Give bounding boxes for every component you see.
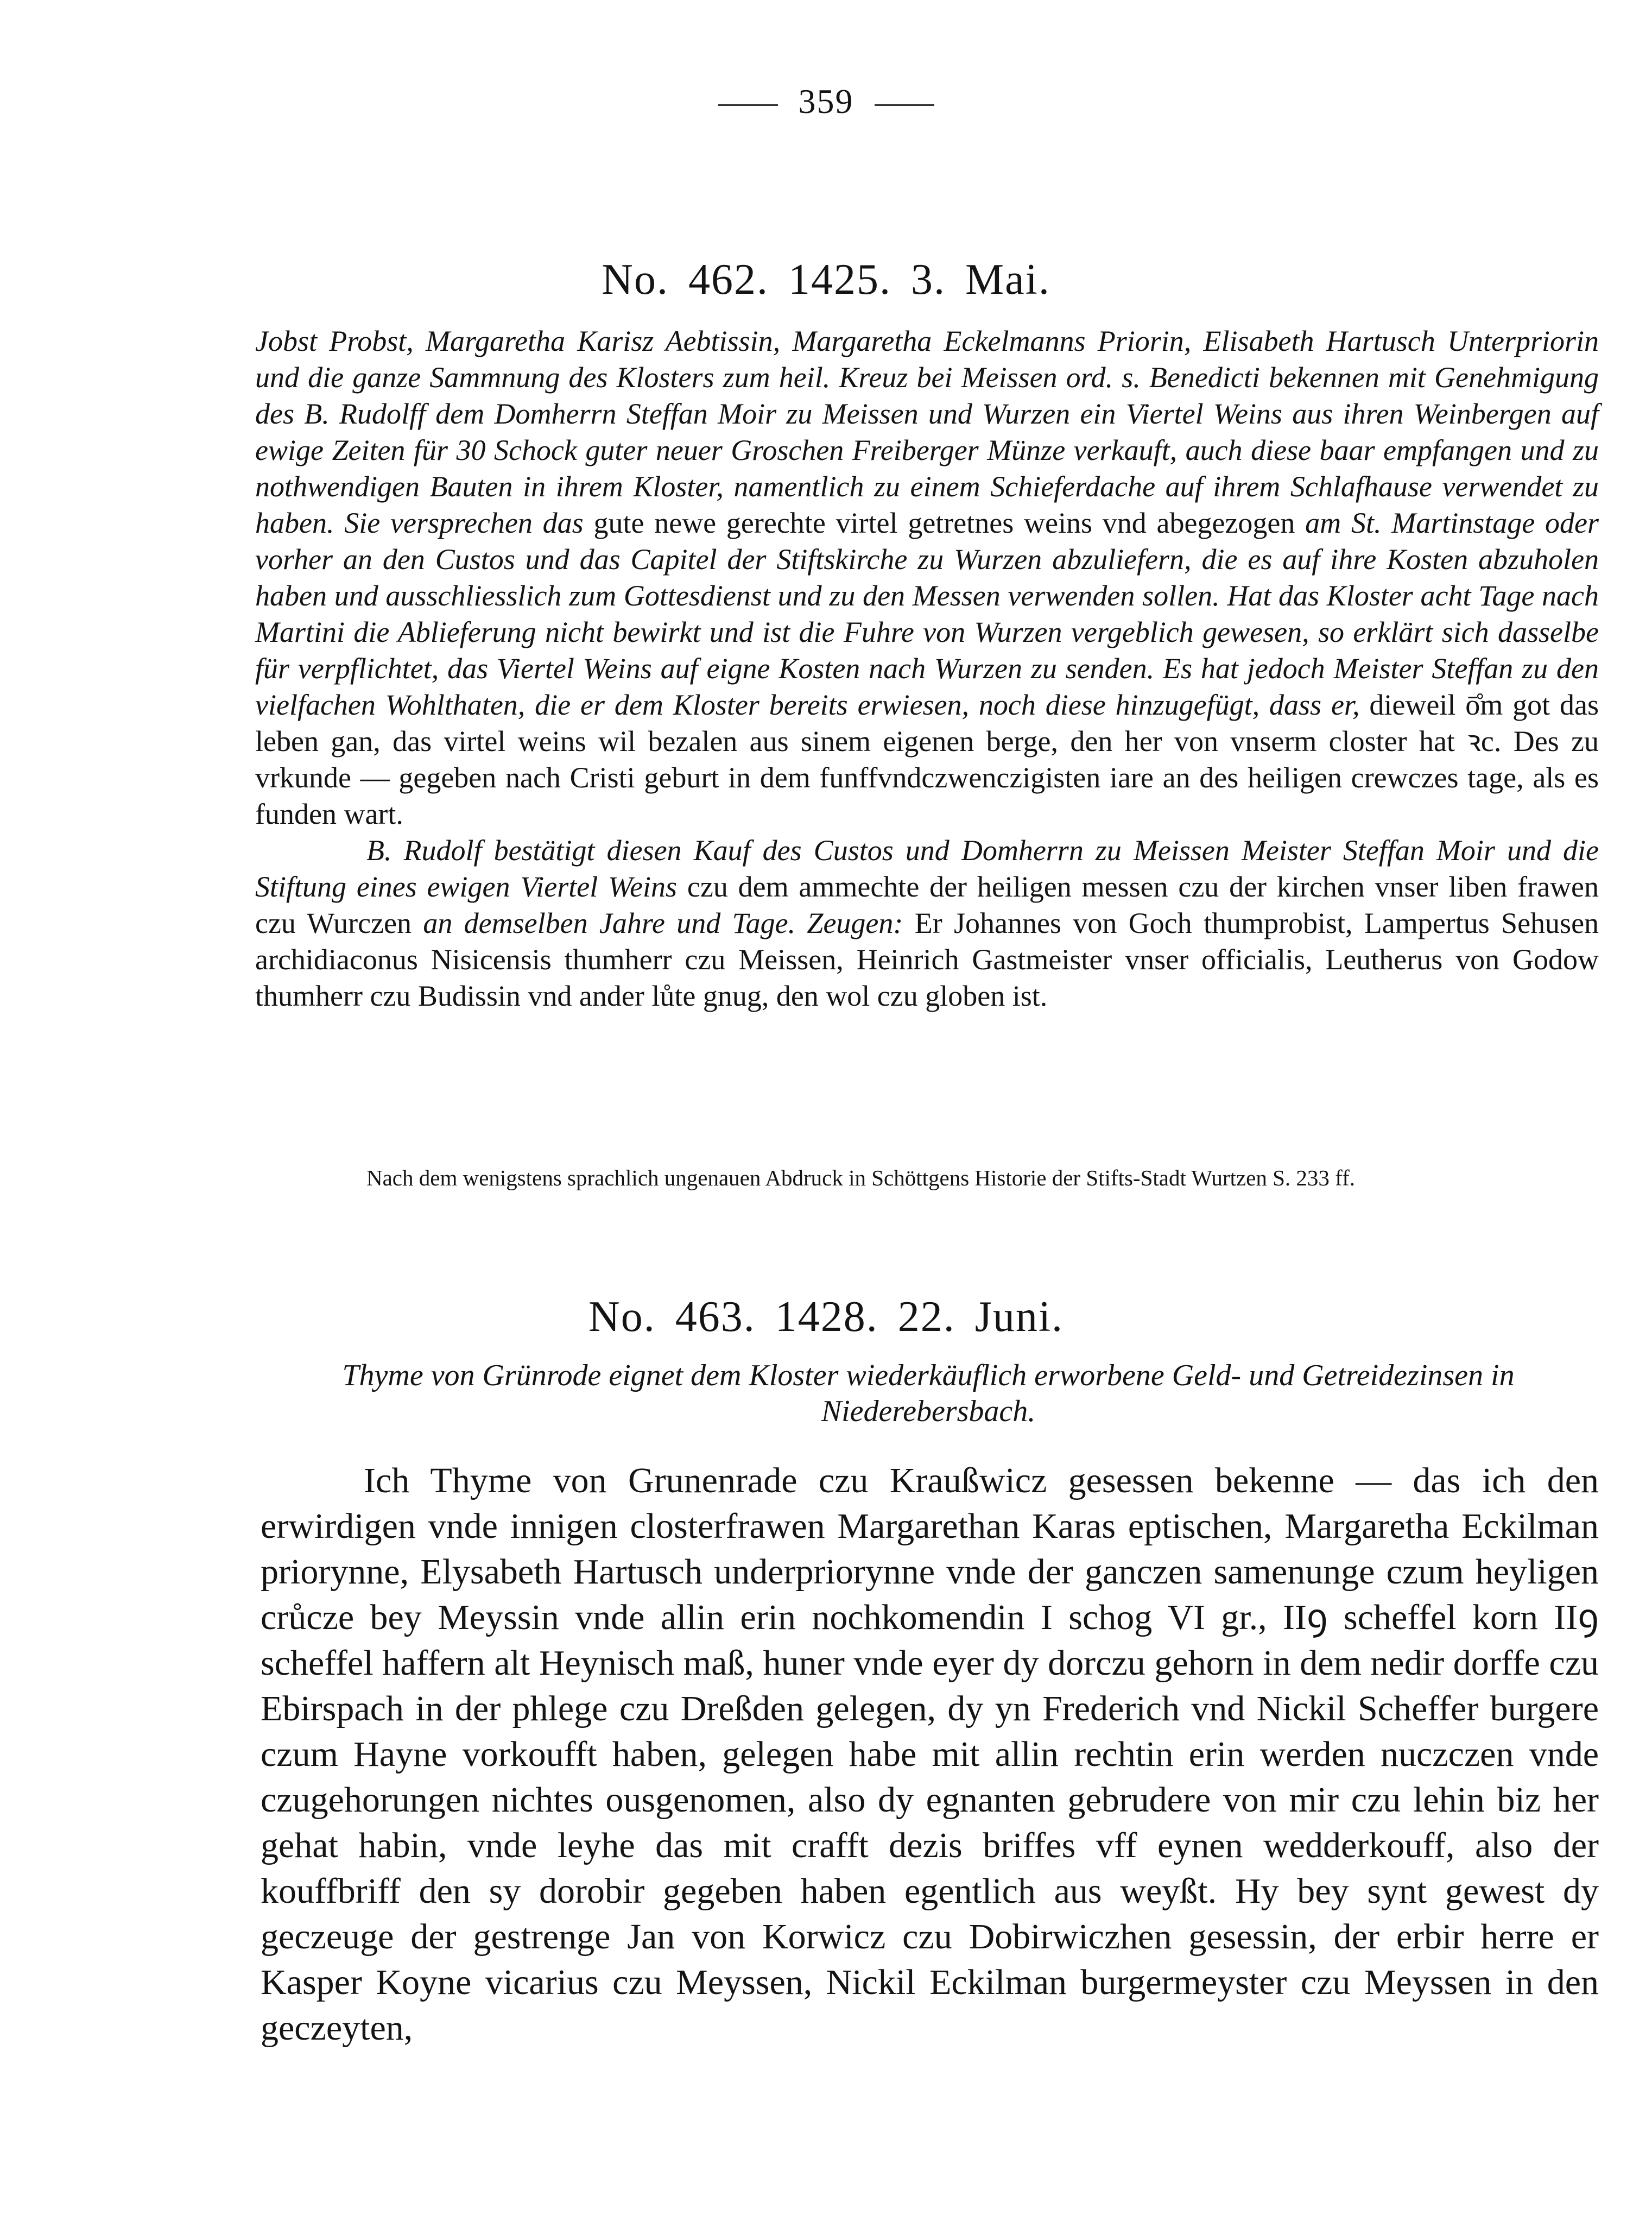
document-462-source-note: Nach dem wenigstens sprachlich ungenauen Abdruck in Schöttgens Historie der Stifts-Stadt Wurtzen S. 233 ff. — [366, 1165, 1355, 1190]
quote-462-2d: Er Johannes von Goch thumprobist, Lampertus Sehusen archidiaconus Nisicensis thumherr czu Meissen, Heinrich Gastmeister vnser officialis, Leutherus von Godow thumherr czu Budissin vnd ander lůte gnug, den wol czu globen ist. — [255, 907, 1599, 1012]
document-462-heading: No. 462. 1425. 3. Mai. — [602, 256, 1050, 304]
quote-462-2b: czu dem ammechte der heiligen messen czu der kirchen vnser liben frawen czu Wurczen — [255, 870, 1599, 939]
quote-462-a: gute newe gerechte virtel getretnes weins vnd abegezogen — [593, 507, 1295, 539]
header-rule-right — [875, 104, 934, 106]
regest-462-part-2c: an demselben Jahre und Tage. Zeugen: — [423, 907, 903, 939]
regest-462-part-2a: B. Rudolf bestätigt diesen Kauf des Custos und Domherrn zu Meissen Meister Steffan Moir und die Stiftung eines ewigen Viertel Weins — [255, 834, 1599, 903]
quote-462-d: dieweil ō̊m got das leben gan, das virtel weins wil bezalen aus sinem eigenen berge, den her von vnserm closter hat ꝛc. Des zu vrkunde — gegeben nach Cristi geburt in dem funffvndczwenczigisten iare an des heiligen crewczes tage, als es funden wart. — [255, 689, 1599, 830]
regest-462-part-a: Jobst Probst, Margaretha Karisz Aebtissin, Margaretha Eckelmanns Priorin, Elisabeth Hartusch Unterpriorin und die ganze Sammnung des Klosters zum heil. Kreuz bei Meissen ord. s. Benedicti bekennen mit Genehmigung des B. Rudolff dem Domherrn Steffan Moir zu Meissen und Wurzen ein Viertel Weins aus ihren Weinbergen auf ewige Zeiten für 30 Schock guter neuer Groschen Freiberger Münze verkauft, auch diese baar empfangen und zu nothwendigen Bauten in ihrem Kloster, namentlich zu einem Schieferdache auf ihrem Schlafhause verwendet zu haben. Sie versprechen das — [255, 325, 1599, 539]
document-462-paragraph-2 — [255, 832, 1599, 1014]
document-463-text: Ich Thyme von Grunenrade czu Kraußwicz gesessen bekenne — das ich den erwirdigen vnde innigen closterfrawen Margarethan Karas eptischen, Margaretha Eckilman priorynne, Elysabeth Hartusch underpriorynne vnde der ganczen samenunge czum heyligen crůcze bey Meyssin vnde allin erin nochkomendin I schog VI gr., IIꝯ scheffel korn IIꝯ scheffel haffern alt Heynisch maß, huner vnde eyer dy dorczu gehorn in dem nedir dorffe czu Ebirspach in der phlege czu Dreßden gelegen, dy yn Frederich vnd Nickil Scheffer burgere czum Hayne vorkoufft haben, gelegen habe mit allin rechtin erin werden nuczczen vnde czugehorungen nichtes ousgenomen, also dy egnanten gebrudere von mir czu lehin biz her gehat habin, vnde leyhe das mit crafft dezis briffes vff eynen wedderkouff, also der kouffbriff den sy dorobir gegeben haben egentlich aus weyßt. Hy bey synt gewest dy geczeuge der gestrenge Jan von Korwicz czu Dobirwiczhen gesessin, der erbir herre er Kasper Koyne vicarius czu Meyssen, Nickil Eckilman burgermeyster czu Meyssen in den geczeyten, — [261, 1461, 1599, 2048]
document-462-paragraph-1 — [255, 323, 1599, 832]
page-number: 359 — [798, 82, 854, 121]
document-462-regest — [255, 323, 1599, 1014]
document-463-heading: No. 463. 1428. 22. Juni. — [588, 1293, 1064, 1341]
document-463-summary: Thyme von Grünrode eignet dem Kloster wiederkäuflich erworbene Geld- und Getreidezinsen in Niederebersbach. — [342, 1359, 1515, 1428]
page-header — [0, 81, 1652, 122]
header-rule-left — [718, 104, 778, 106]
regest-462-part-c: am St. Martinstage oder vorher an den Custos und das Capitel der Stiftskirche zu Wurzen abzuliefern, die es auf ihre Kosten abzuholen haben und ausschliesslich zum Gottesdienst und zu den Messen verwenden sollen. Hat das Kloster acht Tage nach Martini die Ablieferung nicht bewirkt und ist die Fuhre von Wurzen vergeblich gewesen, so erklärt sich dasselbe für verpflichtet, das Viertel Weins auf eigne Kosten nach Wurzen zu senden. Es hat jedoch Meister Steffan zu den vielfachen Wohlthaten, die er dem Kloster bereits erwiesen, noch diese hinzugefügt, dass er, — [255, 507, 1599, 721]
